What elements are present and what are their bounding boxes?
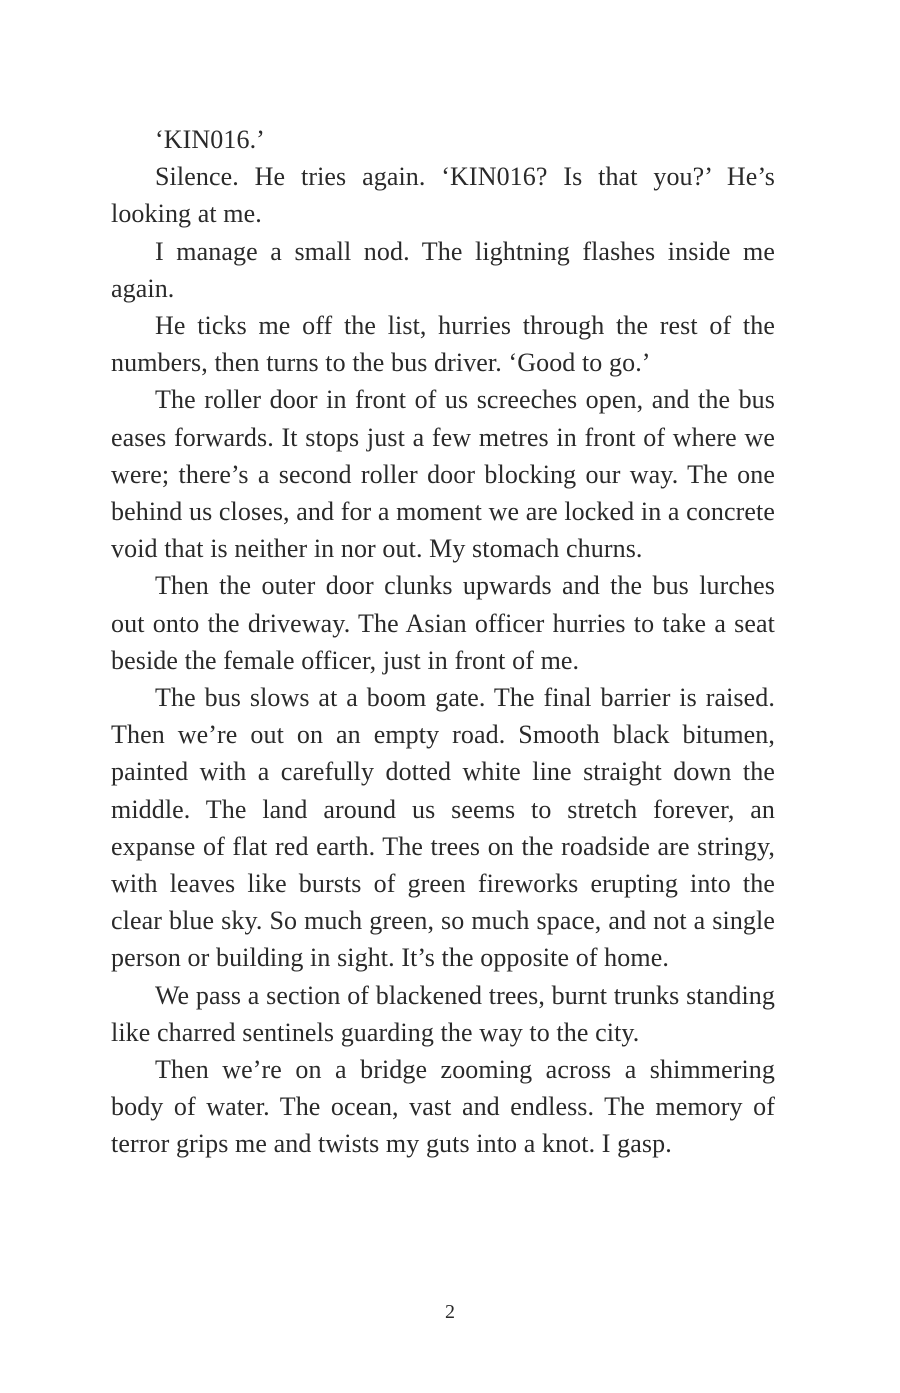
paragraph-7: The bus slows at a boom gate. The final barrier is raised. Then we’re out on an empty road. Smooth black bitumen, painted with a carefully dotted white line straight down the middle. The land around us seems to stretch forever, an expanse of flat red earth. The trees on the roadside are stringy, with leaves like bursts of green fireworks erupting into the clear blue sky. So much green, so much space, and not a single person or building in sight. It’s the opposite of home. bbox=[111, 683, 775, 973]
page-number: 2 bbox=[445, 1301, 455, 1323]
paragraph-4: He ticks me off the list, hurries through the rest of the numbers, then turns to the bus driver. ‘Good to go.’ bbox=[111, 311, 775, 378]
page-body bbox=[111, 121, 775, 1163]
paragraph-2: Silence. He tries again. ‘KIN016? Is that you?’ He’s looking at me. bbox=[111, 162, 775, 229]
paragraph-6: Then the outer door clunks upwards and the bus lurches out onto the driveway. The Asian officer hurries to take a seat beside the female officer, just in front of me. bbox=[111, 571, 775, 675]
paragraph-1: ‘KIN016.’ bbox=[155, 125, 265, 154]
paragraph-8: We pass a section of blackened trees, burnt trunks standing like charred sentinels guarding the way to the city. bbox=[111, 980, 775, 1047]
paragraph-3: I manage a small nod. The lightning flashes inside me again. bbox=[111, 236, 775, 303]
paragraph-5: The roller door in front of us screeches open, and the bus eases forwards. It stops just a few metres in front of where we were; there’s a second roller door blocking our way. The one behind us closes, and for a moment we are locked in a concrete void that is neither in nor out. My stomach churns. bbox=[111, 385, 775, 564]
paragraph-9: Then we’re on a bridge zooming across a shimmering body of water. The ocean, vast and endless. The memory of terror grips me and twists my guts into a knot. I gasp. bbox=[111, 1055, 775, 1159]
